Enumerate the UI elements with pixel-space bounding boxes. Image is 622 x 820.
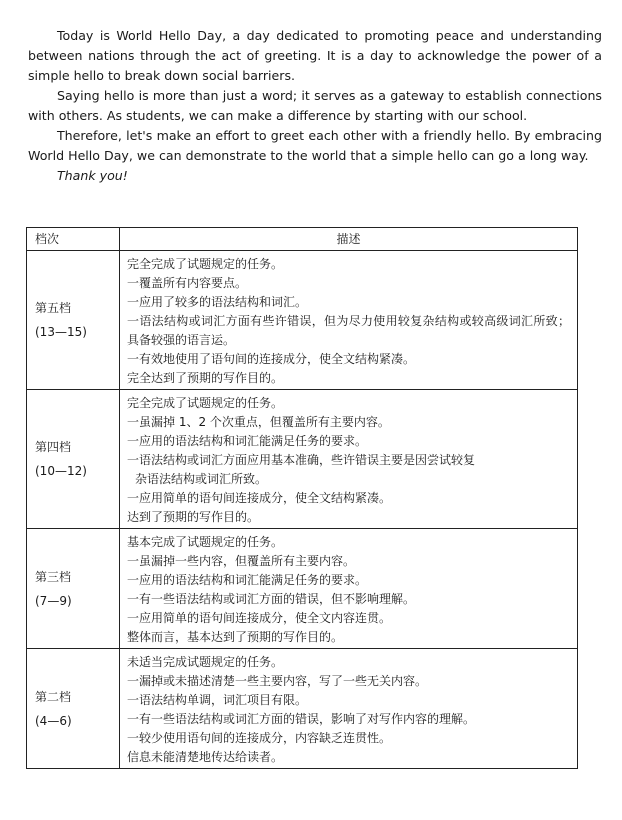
description-line: 完全完成了试题规定的任务。 xyxy=(127,396,284,410)
description-line: 一应用的语法结构和词汇能满足任务的要求。 xyxy=(127,573,368,587)
rubric-row-level-2 xyxy=(27,649,578,769)
level-name: 第三档 xyxy=(35,569,72,584)
scoring-rubric-table xyxy=(26,227,578,769)
description-cell xyxy=(120,251,578,390)
description-line: 一语法结构或词汇方面有些许错误，但为尽力使用较复杂结构或较高级词汇所致；具备较强的语言运。 xyxy=(127,314,570,347)
level-cell xyxy=(27,390,120,529)
description-line: 一漏掉或未描述清楚一些主要内容，写了一些无关内容。 xyxy=(127,674,428,688)
essay-paragraph-1: Today is World Hello Day, a day dedicated to promoting peace and understanding between nations through the act of greeting. It is a day to acknowledge the power of a simple hello to break down social barriers. xyxy=(28,28,602,83)
essay-signoff: Thank you! xyxy=(56,168,128,183)
description-line: 一应用的语法结构和词汇能满足任务的要求。 xyxy=(127,434,368,448)
essay-paragraph-3: Therefore, let's make an effort to greet each other with a friendly hello. By embracing World Hello Day, we can demonstrate to the world that a simple hello can go a long way. xyxy=(28,128,602,163)
description-line: 完全完成了试题规定的任务。 xyxy=(127,257,284,271)
description-line: 一应用简单的语句间连接成分，使全文结构紧凑。 xyxy=(127,491,392,505)
description-cell xyxy=(120,529,578,649)
description-line: 整体而言，基本达到了预期的写作目的。 xyxy=(127,630,344,644)
level-score-range: (13—15) xyxy=(35,325,87,339)
description-line: 一语法结构或词汇方面应用基本准确，些许错误主要是因尝试较复 xyxy=(127,453,476,467)
rubric-row-level-5 xyxy=(27,251,578,390)
level-score-range: (7—9) xyxy=(35,593,72,608)
rubric-row-level-3 xyxy=(27,529,578,649)
rubric-header-row xyxy=(27,228,578,251)
rubric-row-level-4 xyxy=(27,390,578,529)
description-column-header: 描述 xyxy=(120,228,578,251)
essay xyxy=(28,26,602,186)
description-line: 一虽漏掉 1、2 个次重点，但覆盖所有主要内容。 xyxy=(127,415,390,429)
description-cell xyxy=(120,390,578,529)
level-cell xyxy=(27,251,120,390)
level-score-range: (10—12) xyxy=(35,464,87,478)
level-name: 第二档 xyxy=(35,689,72,704)
description-line: 达到了预期的写作目的。 xyxy=(127,510,260,524)
description-line: 杂语法结构或词汇所致。 xyxy=(135,472,268,486)
description-line: 完全达到了预期的写作目的。 xyxy=(127,371,284,385)
description-line: 一有一些语法结构或词汇方面的错误，但不影响理解。 xyxy=(127,592,416,606)
description-line: 信息未能清楚地传达给读者。 xyxy=(127,750,284,764)
description-line: 一较少使用语句间的连接成分，内容缺乏连贯性。 xyxy=(127,731,392,745)
description-line: 一有效地使用了语句间的连接成分，使全文结构紧凑。 xyxy=(127,352,416,366)
description-line: 一有一些语法结构或词汇方面的错误，影响了对写作内容的理解。 xyxy=(127,712,476,726)
description-line: 一应用了较多的语法结构和词汇。 xyxy=(127,295,308,309)
description-line: 未适当完成试题规定的任务。 xyxy=(127,655,284,669)
description-line: 一虽漏掉一些内容，但覆盖所有主要内容。 xyxy=(127,554,356,568)
level-cell xyxy=(27,529,120,649)
level-name: 第五档 xyxy=(35,301,72,315)
level-column-header: 档次 xyxy=(27,228,120,251)
level-cell xyxy=(27,649,120,769)
description-line: 一语法结构单调，词汇项目有限。 xyxy=(127,693,308,707)
description-line: 一覆盖所有内容要点。 xyxy=(127,276,248,290)
level-name: 第四档 xyxy=(35,440,72,454)
description-line: 基本完成了试题规定的任务。 xyxy=(127,535,284,549)
level-score-range: (4—6) xyxy=(35,713,72,728)
essay-paragraph-2: Saying hello is more than just a word; it serves as a gateway to establish connections with others. As students, we can make a difference by starting with our school. xyxy=(28,88,602,123)
description-cell xyxy=(120,649,578,769)
description-line: 一应用简单的语句间连接成分，使全文内容连贯。 xyxy=(127,611,392,625)
